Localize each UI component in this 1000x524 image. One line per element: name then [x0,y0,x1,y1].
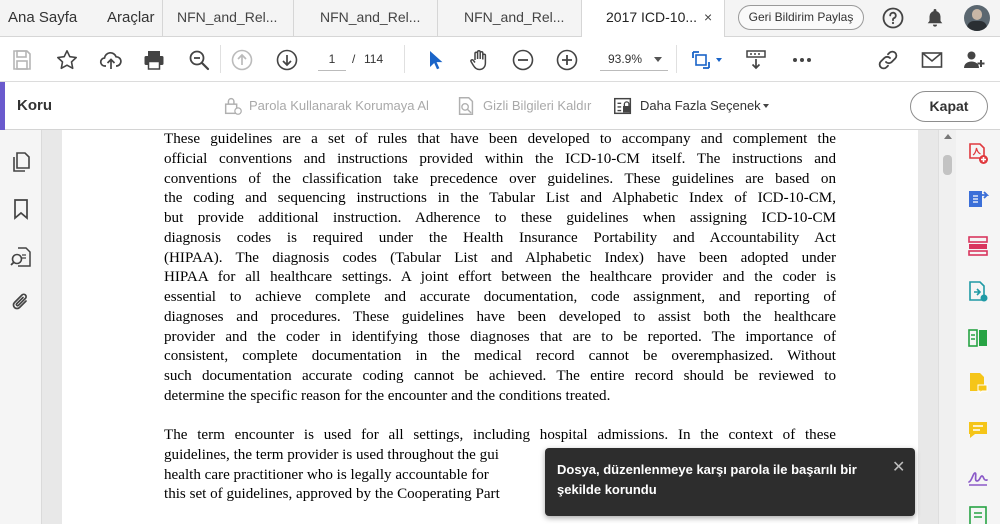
paragraph-1 [164,130,836,407]
zoom-search-icon[interactable] [187,48,211,72]
mail-icon[interactable] [920,48,944,72]
redact-document-icon [455,95,477,117]
text-line: but provide additional instruction. Adherence to these guidelines when assigning ICD-10-CM [164,210,836,226]
tab-close-button[interactable]: × [704,9,713,25]
select-arrow-icon[interactable] [423,48,447,72]
tools-tab[interactable]: Araçlar [107,9,155,26]
text-line: essential to achieve complete and accurate documentation, code assignment, and reporting of [164,289,836,305]
scroll-mode-icon[interactable] [744,48,768,72]
lock-icon [222,95,244,117]
avatar[interactable] [964,5,990,31]
text-line: conventions of the classification take precedence over guidelines. These guidelines are based on [164,170,836,187]
document-tab-label: 2017 ICD-10... [606,9,698,25]
toast-message: Dosya, düzenlenmeye karşı parola ile başarılı bir şekilde korundu [557,462,857,497]
page-number-input[interactable]: 1 [318,47,346,71]
text-line: These guidelines are a set of rules that have been developed to accompany and complement the [164,131,836,147]
left-navigation-pane [0,130,42,524]
document-tab-label: NFN_and_Rel... [177,9,278,25]
document-tab-label: NFN_and_Rel... [320,9,421,25]
text-line: such documentation accurate coding cannot be achieved. The entire record should be reviewed to [164,368,836,384]
chevron-down-icon[interactable] [763,104,769,108]
text-line: determine the specific reason for the encounter and the conditions treated. [164,387,611,404]
text-line: HIPAA for all healthcare settings. A joint effort between the healthcare provider and the coder is [164,269,836,286]
comment-doc-icon[interactable] [966,371,990,395]
text-line: (HIPAA). The diagnosis codes (Tabular List and Alphabetic Index) have been adopted under [164,249,836,266]
text-line: the coding and sequencing instructions in the Tabular List and Alphabetic Index of ICD-10-CM, [164,190,836,207]
feedback-button[interactable]: Geri Bildirim Paylaş [738,5,864,30]
close-protect-button[interactable]: Kapat [910,91,988,122]
toolbar-divider [220,45,221,73]
cloud-upload-icon[interactable] [99,48,123,72]
password-protect-button[interactable]: Parola Kullanarak Korumaya Al [249,98,429,113]
page-total: 114 [364,52,384,66]
text-line: diagnosis codes is required under the Health Insurance Portability and Accountability Act [164,229,836,246]
help-icon[interactable] [881,6,905,30]
zoom-out-icon[interactable] [511,48,535,72]
page-separator: / [352,52,356,66]
document-tab-3[interactable] [437,0,581,37]
star-icon[interactable] [55,48,79,72]
remove-hidden-info-button[interactable]: Gizli Bilgileri Kaldır [483,98,592,113]
text-line: official conventions and instructions provided within the ICD-10-CM itself. The instructions and [164,150,836,167]
protect-title: Koru [17,97,52,114]
more-options-button[interactable]: Daha Fazla Seçenek [640,98,761,113]
document-tab-label: NFN_and_Rel... [464,9,565,25]
comment-icon[interactable] [966,418,990,442]
text-line: consistent, complete documentation in the medical record cannot be overemphasized. Without [164,348,836,365]
protect-accent-bar [0,82,5,130]
attachment-icon[interactable] [9,290,33,314]
save-icon[interactable] [10,48,34,72]
zoom-level-value: 93.9% [608,52,643,66]
search-doc-icon[interactable] [9,245,33,269]
main-toolbar [0,37,1000,82]
fit-page-icon[interactable] [689,48,713,72]
sign-icon[interactable] [966,464,990,488]
bell-icon[interactable] [923,6,947,30]
toast-close-button[interactable]: ✕ [892,459,906,476]
more-icon[interactable] [790,48,814,72]
document-tab-active[interactable] [581,0,724,38]
page-down-icon[interactable] [275,48,299,72]
vertical-scrollbar[interactable] [938,130,956,524]
compare-icon[interactable] [966,326,990,350]
text-line: The term encounter is used for all settings, including hospital admissions. In the context of these [164,427,836,443]
document-tab-1[interactable] [162,0,293,37]
toolbar-divider [404,45,405,73]
more-tools-icon[interactable] [966,505,990,524]
scrollbar-thumb[interactable] [943,155,952,175]
bookmark-icon[interactable] [9,197,33,221]
tab-divider [724,0,725,37]
text-line: health care practitioner who is legally accountable for [164,466,489,483]
text-line: diagnoses and procedures. These guidelines have been developed to assist both the healthcare [164,308,836,325]
right-tools-pane [956,130,1000,524]
zoom-in-icon[interactable] [555,48,579,72]
success-toast [545,448,915,516]
protect-toolbar [0,82,1000,130]
create-pdf-icon[interactable] [966,142,990,166]
document-tab-2[interactable] [293,0,437,37]
chevron-down-icon[interactable] [654,57,662,62]
convert-icon[interactable] [966,280,990,304]
text-line: provider and the coder in identifying those diagnoses that are to be reported. The importance of [164,328,836,345]
pages-icon[interactable] [9,150,33,174]
print-icon[interactable] [142,48,166,72]
hand-icon[interactable] [467,48,491,72]
home-tab[interactable]: Ana Sayfa [8,9,78,26]
chevron-down-icon[interactable] [716,58,722,62]
security-options-icon [612,95,634,117]
tab-bar [0,0,1000,37]
export-pdf-icon[interactable] [966,187,990,211]
toolbar-divider [676,45,677,73]
organize-pages-icon[interactable] [966,234,990,258]
add-user-icon[interactable] [962,48,986,72]
text-line: guidelines, the term provider is used throughout the gui [164,446,499,463]
text-line: this set of guidelines, approved by the Cooperating Part [164,486,500,503]
page-up-icon[interactable] [230,48,254,72]
link-icon[interactable] [876,48,900,72]
scroll-up-arrow-icon[interactable] [944,134,952,139]
